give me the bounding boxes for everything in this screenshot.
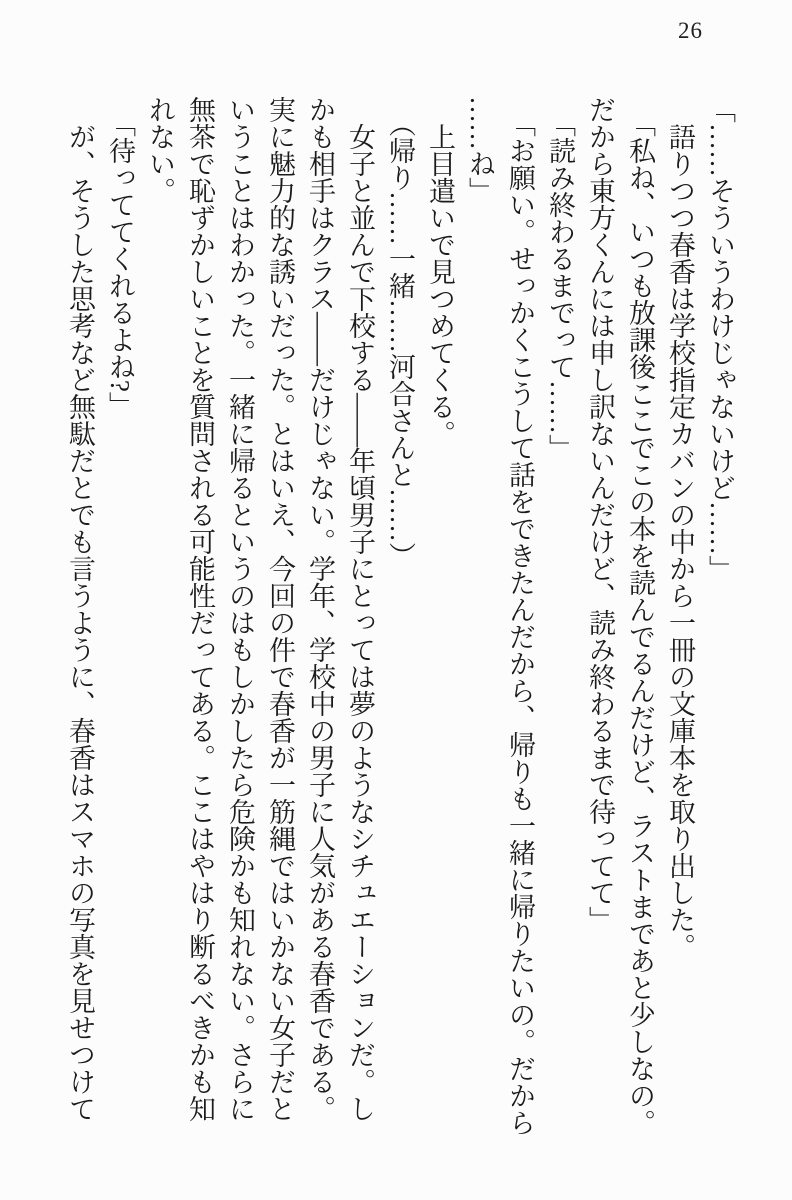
text-line: 語りつつ春香は学校指定カバンの中から一冊の文庫本を取り出した。 [665, 123, 695, 960]
text-body [60, 96, 740, 1168]
text-line: 「私ね、いつも放課後ここでこの本を読んでるんだけど、ラストまであと少しなの。 [625, 110, 655, 1136]
text-line: いうことはわかった。一緒に帰るというのはもしかしたら危険かも知れない。さらに [225, 96, 255, 1122]
text-line: れない。 [145, 96, 175, 204]
text-line: 「……そういうわけじゃないけど……」 [705, 96, 735, 582]
text-line: 「読み終わるまでって……」 [545, 110, 575, 461]
text-line: 「待っててくれるよね?」 [105, 110, 135, 419]
text-line: （帰り……一緒……河合さんと……） [385, 110, 415, 569]
page-number: 26 [678, 18, 703, 43]
text-line: 無茶で恥ずかしいことを質問される可能性だってある。ここはやはり断るべきかも知 [185, 96, 215, 1122]
text-line: だから東方くんには申し訳ないんだけど、読み終わるまで待ってて」 [585, 96, 615, 933]
text-line: 上目遣いで見つめてくる。 [425, 123, 455, 447]
text-line: が、そうした思考など無駄だとでも言うように、春香はスマホの写真を見せつけて [65, 123, 95, 1122]
text-line: 実に魅力的な誘いだった。とはいえ、今回の件で春香が一筋縄ではいかない女子だと [265, 96, 295, 1122]
text-line: ……ね」 [465, 96, 495, 204]
text-line: 「お願い。せっかくこうして話をできたんだから、帰りも一緒に帰りたいの。だから [505, 110, 535, 1136]
text-line: かも相手はクラス――だけじゃない。学年、学校中の男子に人気がある春香である。 [305, 96, 335, 1122]
text-line: 女子と並んで下校する――年頃男子にとっては夢のようなシチュエーションだ。し [345, 123, 375, 1122]
